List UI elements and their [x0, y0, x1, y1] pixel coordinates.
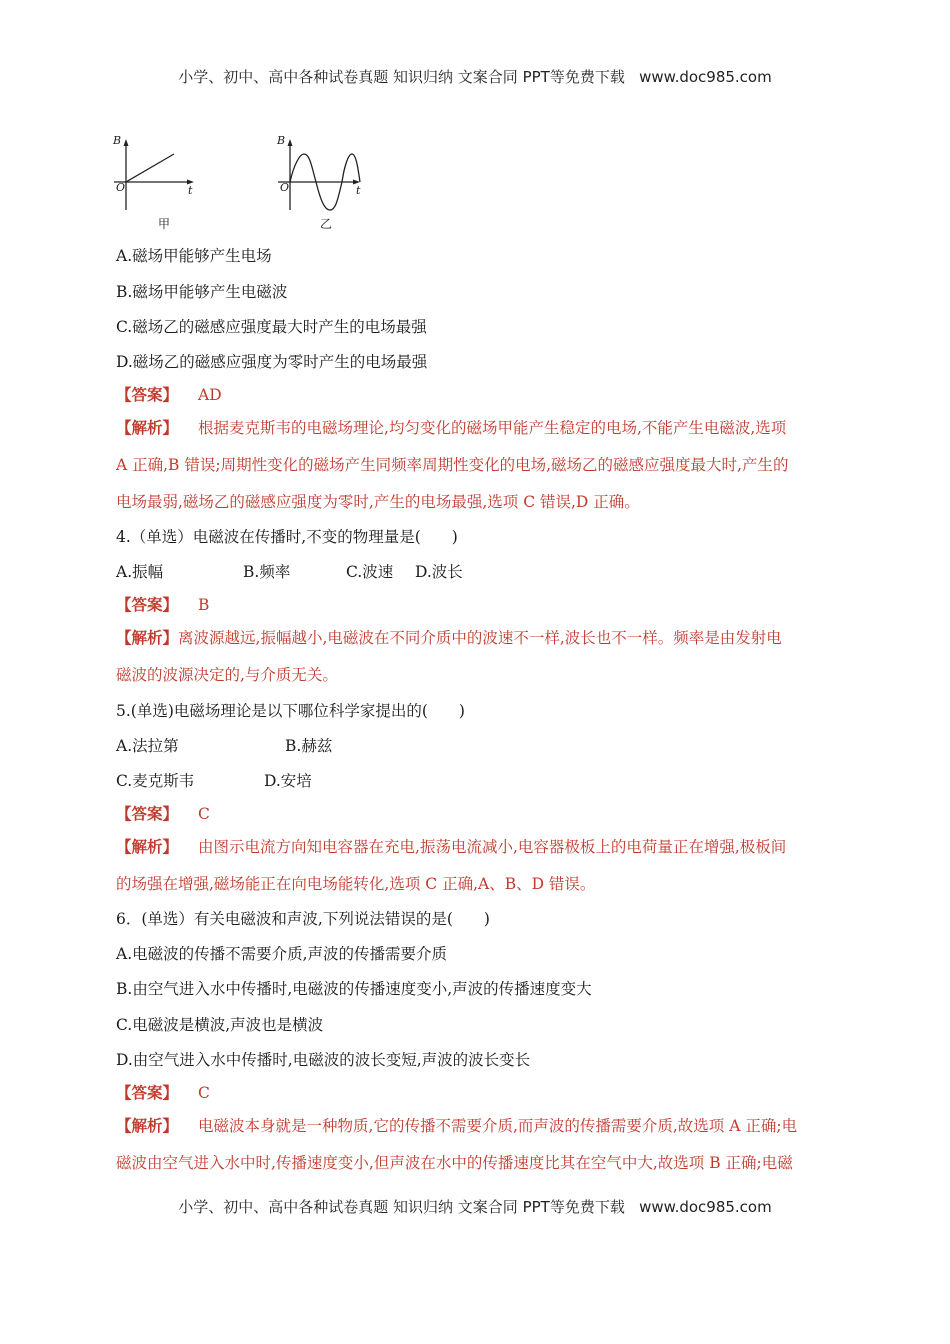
q3-option-b: B.磁场甲能够产生电磁波 [116, 283, 288, 301]
q3-analysis-text-1: 根据麦克斯韦的电磁场理论,均匀变化的磁场甲能产生稳定的电场,不能产生电磁波,选项 [198, 419, 787, 437]
q3-answer-value: AD [198, 386, 222, 404]
jia-caption: 甲 [158, 217, 171, 231]
q4-analysis-text-1: 离波源越远,振幅越小,电磁波在不同介质中的波速不一样,波长也不一样。频率是由发射电 [178, 629, 782, 647]
footer-banner [0, 1196, 950, 1217]
q4-analysis-line-2: 磁波的波源决定的,与介质无关。 [116, 666, 338, 684]
q4-options [116, 562, 463, 582]
q5-option-b: B.赫兹 [285, 737, 333, 755]
jia-linear-curve [126, 154, 174, 182]
figure-yi [272, 128, 372, 232]
q4-option-c: C.波速 [346, 563, 394, 581]
yi-y-label: B [277, 134, 286, 147]
q3-option-d: D.磁场乙的磁感应强度为零时产生的电场最强 [116, 353, 428, 371]
q5-option-a: A.法拉第 [116, 737, 179, 755]
q5-analysis-line-2: 的场强在增强,磁场能正在向电场能转化,选项 C 正确,A、B、D 错误。 [116, 875, 596, 893]
q4-answer-value: B [198, 596, 210, 614]
yi-origin-label: O [280, 181, 290, 194]
q6-analysis-line-2: 磁波由空气进入水中时,传播速度变小,但声波在水中的传播速度比其在空气中大,故选项 B 正确;电磁 [116, 1154, 793, 1172]
q5-stem: 5.(单选)电磁场理论是以下哪位科学家提出的( ) [116, 702, 465, 720]
q4-option-b: B.频率 [243, 563, 291, 581]
q6-option-c: C.电磁波是横波,声波也是横波 [116, 1016, 324, 1034]
q5-answer-label: 【答案】 [116, 804, 179, 823]
jia-y-arrow [124, 139, 129, 146]
q5-analysis-text-1: 由图示电流方向知电容器在充电,振荡电流减小,电容器极板上的电荷量正在增强,极板间 [198, 838, 787, 856]
yi-y-arrow [288, 139, 293, 146]
q6-analysis-label: 【解析】 [116, 1116, 179, 1135]
q5-answer-value: C [198, 805, 210, 823]
q3-analysis-line-2: A 正确,B 错误;周期性变化的磁场产生同频率周期性变化的电场,磁场乙的磁感应强度最大时,产生的 [116, 456, 789, 474]
q4-analysis-label: 【解析】 [116, 628, 179, 647]
q6-analysis-text-1: 电磁波本身就是一种物质,它的传播不需要介质,而声波的传播需要介质,故选项 A 正确;电 [198, 1117, 798, 1135]
jia-y-label: B [113, 134, 122, 147]
footer-banner-text: 小学、初中、高中各种试卷真题 知识归纳 文案合同 PPT等免费下载 [178, 1198, 625, 1216]
q4-option-a: A.振幅 [116, 563, 164, 581]
yi-caption: 乙 [320, 217, 333, 231]
q6-answer-value: C [198, 1084, 210, 1102]
yi-x-label: t [356, 184, 361, 197]
q4-answer-label: 【答案】 [116, 595, 179, 614]
q3-answer [116, 385, 222, 405]
q5-analysis-line-1 [116, 837, 786, 857]
q6-stem: 6．(单选）有关电磁波和声波,下列说法错误的是( ) [116, 910, 490, 928]
q3-analysis-line-1 [116, 418, 786, 438]
q3-option-c: C.磁场乙的磁感应强度最大时产生的电场最强 [116, 318, 427, 336]
q6-answer [116, 1083, 210, 1103]
jia-x-label: t [188, 184, 193, 197]
q3-analysis-label: 【解析】 [116, 418, 179, 437]
q4-analysis-line-1 [116, 628, 782, 648]
figure-jia [108, 128, 208, 232]
header-banner [0, 66, 950, 87]
q6-analysis-line-1 [116, 1116, 797, 1136]
q6-option-d: D.由空气进入水中传播时,电磁波的波长变短,声波的波长变长 [116, 1051, 531, 1069]
q4-stem: 4.（单选）电磁波在传播时,不变的物理量是( ) [116, 528, 458, 546]
q6-option-b: B.由空气进入水中传播时,电磁波的传播速度变小,声波的传播速度变大 [116, 980, 592, 998]
banner-text: 小学、初中、高中各种试卷真题 知识归纳 文案合同 PPT等免费下载 [178, 68, 625, 86]
q3-answer-label: 【答案】 [116, 385, 179, 404]
q5-options-row-1 [116, 736, 332, 756]
q5-analysis-label: 【解析】 [116, 837, 179, 856]
q6-answer-label: 【答案】 [116, 1083, 179, 1102]
q5-answer [116, 804, 210, 824]
q4-answer [116, 595, 209, 615]
q5-option-c: C.麦克斯韦 [116, 772, 195, 790]
jia-origin-label: O [116, 181, 126, 194]
q6-option-a: A.电磁波的传播不需要介质,声波的传播需要介质 [116, 945, 448, 963]
q3-option-a: A.磁场甲能够产生电场 [116, 247, 272, 265]
banner-url: www.doc985.com [639, 68, 772, 86]
q4-option-d: D.波长 [415, 563, 463, 581]
footer-banner-url: www.doc985.com [639, 1198, 772, 1216]
q5-options-row-2 [116, 771, 312, 791]
q3-analysis-line-3: 电场最弱,磁场乙的磁感应强度为零时,产生的电场最强,选项 C 错误,D 正确。 [116, 493, 640, 511]
q5-option-d: D.安培 [264, 772, 312, 790]
